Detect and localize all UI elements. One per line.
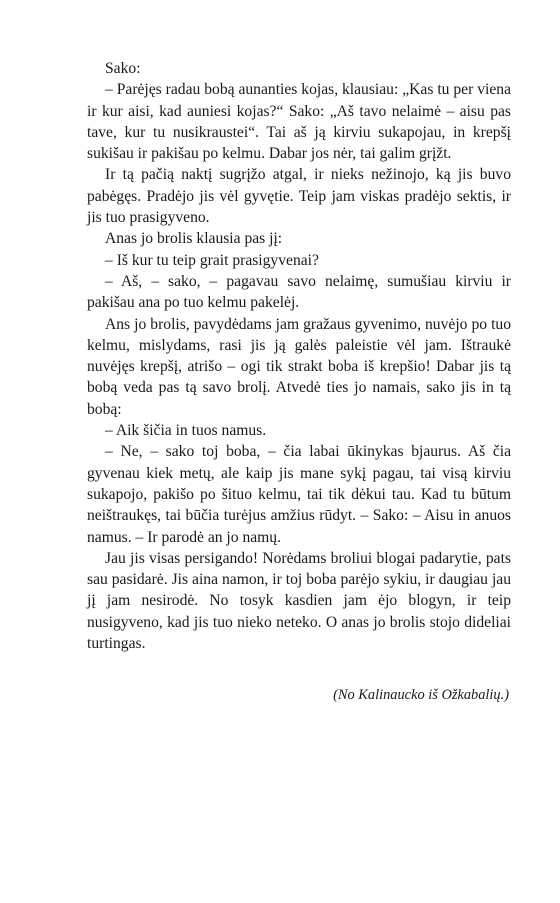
paragraph-10: Jau jis visas persigando! Norėdams broliui blogai padarytie, pats sau pasidarė. Jis aina namon, ir toj boba parėjo sykiu, ir daugiau jau jį jam nesirodė. No tosyk kasdien jam ėjo blogyn, ir teip nusigyveno, kad jis tuo nieko neteko. O anas jo brolis stojo dideliai turtingas. — [87, 549, 511, 653]
page-text — [87, 58, 511, 707]
paragraph-8: – Aik šičia in tuos namus. — [105, 422, 267, 440]
paragraph-4: Anas jo brolis klausia pas jį: — [105, 230, 283, 248]
paragraph-9: – Ne, – sako toj boba, – čia labai ūkinykas bjaurus. Aš čia gyvenau kiek metų, ale kaip jis mane sykį pagau, tai visą kirviu sukapojo, pakišo po šituo kelmu, tai tik dėkui tau. Kad tu būtum neištraukęs, tai būčia turėjus amžius rūdyt. – Sako: – Aisu in anuos namus. – Ir parodė an jo namų. — [87, 443, 511, 546]
paragraph-2: – Parėjęs radau bobą aunanties kojas, klausiau: „Kas tu per viena ir kur aisi, kad auniesi kojas?“ Sako: „Aš tavo nelaimė – aisu pas tave, kur tu nusikraustei“. Tai aš ją kirviu sukapojau, in krepšį sukišau ir pakišau po kelmu. Dabar jos nėr, tai galim grįžt. — [87, 81, 511, 163]
paragraph-1: Sako: — [105, 60, 141, 77]
paragraph-3: Ir tą pačią naktį sugrįžo atgal, ir nieks nežinojo, ką jis buvo pabėgęs. Pradėjo jis vėl gyvętie. Teip jam viskas pradėjo sektis, ir jis tuo prasigyveno. — [87, 166, 511, 227]
source-attribution: (No Kalinaucko iš Ožkabalių.) — [333, 687, 509, 704]
paragraph-6: – Aš, – sako, – pagavau savo nelaimę, sumušiau kirviu ir pakišau ana po tuo kelmu pakelėj. — [87, 272, 511, 312]
paragraph-5: – Iš kur tu teip grait prasigyvenai? — [105, 251, 319, 269]
paragraph-7: Ans jo brolis, pavydėdams jam gražaus gyvenimo, nuvėjo po tuo kelmu, mislydams, rasi jis ją galės paleistie vėl jam. Ištraukė nuvėjęs krepšį, atrišo – ogi tik strakt boba iš krepšio! Dabar jis tą bobą veda pas tą savo brolį. Atvedė ties jo namais, sako jis in tą bobą: — [87, 315, 511, 418]
